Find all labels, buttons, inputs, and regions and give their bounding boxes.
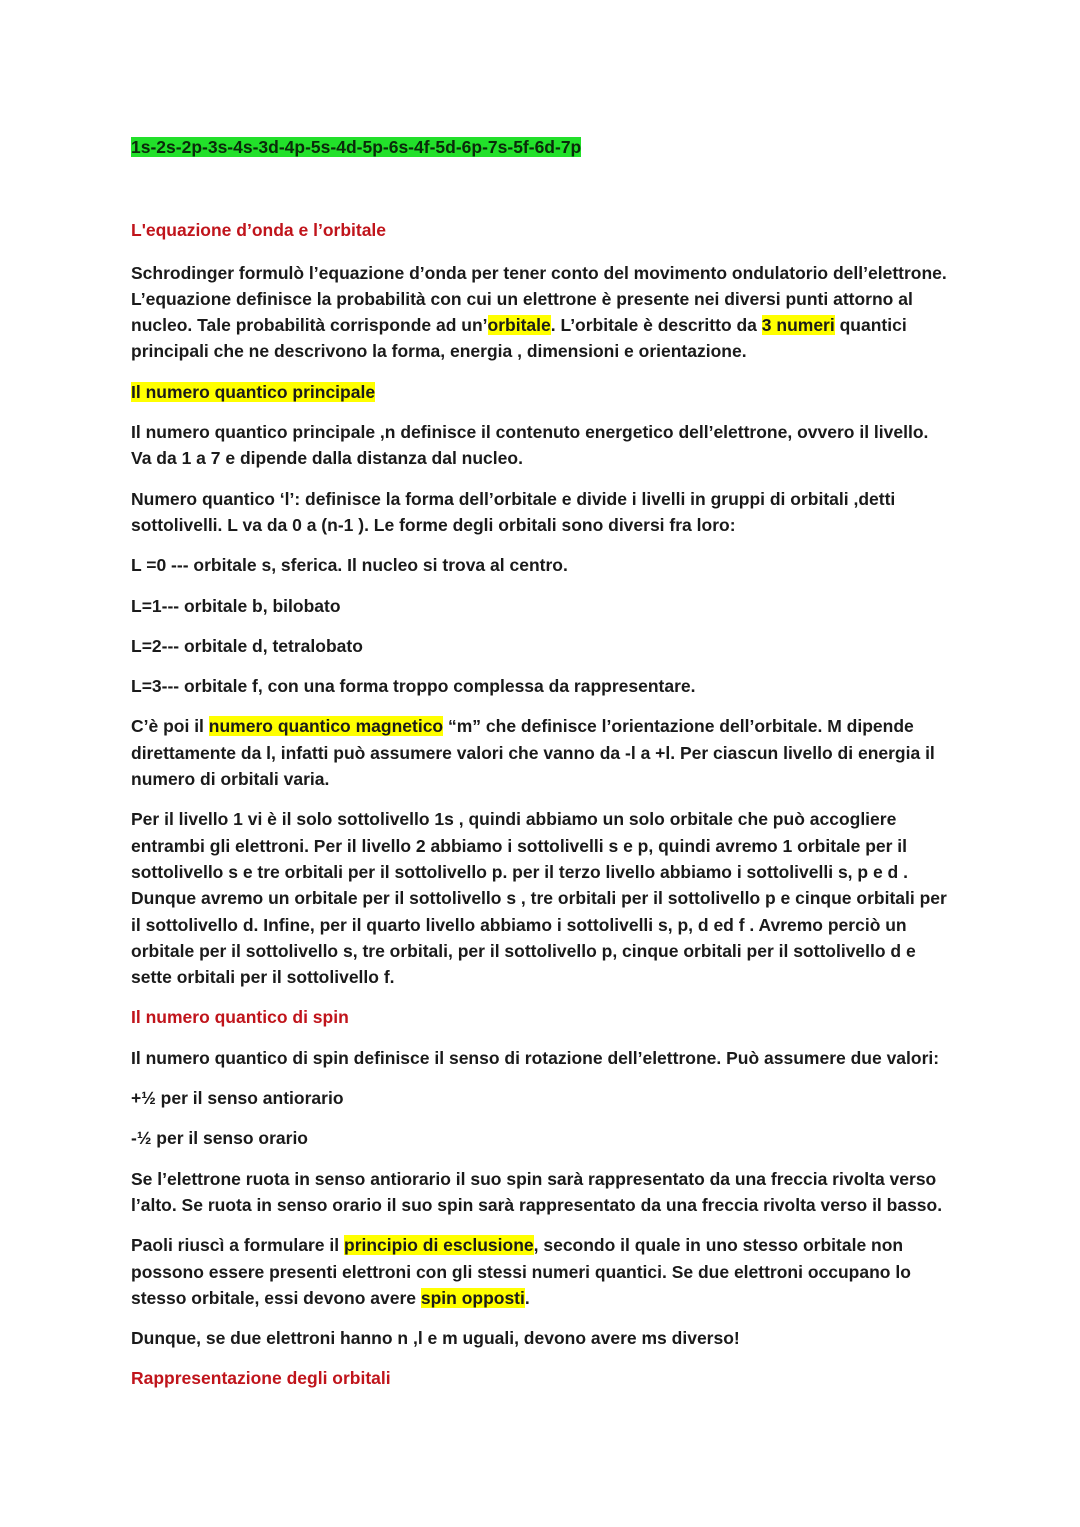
- highlight-exclusion-principle: principio di esclusione: [344, 1235, 534, 1256]
- paragraph-spin: Il numero quantico di spin definisce il senso di rotazione dell’elettrone. Può assumere due valori:: [131, 1047, 940, 1068]
- l3-item: L=3--- orbitale f, con una forma troppo complessa da rappresentare.: [131, 676, 696, 697]
- sequence-highlight: 1s-2s-2p-3s-4s-3d-4p-5s-4d-5p-6s-4f-5d-6p-7s-5f-6d-7p: [131, 137, 582, 157]
- paragraph-wave-equation: Schrodinger formulò l’equazione d’onda per tener conto del movimento ondulatorio dell’elettrone. L’equazione definisce la probabilità con cui un elettrone è presente nei diversi punti attorno al nucleo. Tale probabilità corrisponde ad un’orbitale. L’orbitale è descritto da 3 numeri quantici principali che ne descrivono la forma, energia , dimensioni e orientazione.: [131, 262, 947, 362]
- highlight-magnetic: numero quantico magnetico: [208, 716, 444, 737]
- orbital-sequence: [131, 134, 952, 160]
- spin-plus-item: +½ per il senso antiorario: [131, 1088, 344, 1109]
- paragraph-arrow: Se l’elettrone ruota in senso antiorario il suo spin sarà rappresentato da una freccia rivolta verso l’alto. Se ruota in senso orario il suo spin sarà rappresentato da una freccia rivolta verso il basso.: [131, 1168, 943, 1215]
- l1-item: L=1--- orbitale b, bilobato: [131, 595, 341, 616]
- spin-minus-item: -½ per il senso orario: [131, 1128, 308, 1149]
- l0-item: L =0 --- orbitale s, sferica. Il nucleo si trova al centro.: [131, 555, 568, 576]
- highlight-orbitale: orbitale: [487, 315, 551, 336]
- paragraph-l-number: Numero quantico ‘l’: definisce la forma dell’orbitale e divide i livelli in gruppi di orbitali ,detti sottolivelli. L va da 0 a (n-1 ). Le forme degli orbitali sono diversi fra loro:: [131, 488, 896, 535]
- paragraph-magnetic-number: C’è poi il numero quantico magnetico “m” che definisce l’orientazione dell’orbitale. M dipende direttamente da l, infatti può assumere valori che vanno da -l a +l. Per ciascun livello di energia il numero di orbitali varia.: [131, 716, 935, 790]
- highlight-opposite-spin: spin opposti: [420, 1287, 525, 1308]
- heading-spin-number: Il numero quantico di spin: [131, 1007, 349, 1028]
- paragraph-levels: Per il livello 1 vi è il solo sottolivello 1s , quindi abbiamo un solo orbitale che può accogliere entrambi gli elettroni. Per il livello 2 abbiamo i sottolivelli s e p, quindi avremo 1 orbitale per il sottolivello s e tre orbitali per il sottolivello p. per il terzo livello abbiamo i sottolivelli s, p e d . Dunque avremo un orbitale per il sottolivello s , tre orbitali per il sottolivello p e cinque orbitali per il sottolivello d. Infine, per il quarto livello abbiamo i sottolivelli s, p, d ed f . Avremo perciò un orbitale per il sottolivello s, tre orbitali, per il sottolivello p, cinque orbitali per il sottolivello d e sette orbitali per il sottolivello f.: [131, 809, 947, 988]
- heading-principal-number: Il numero quantico principale: [131, 381, 376, 402]
- heading-orbital-representation: Rappresentazione degli orbitali: [131, 1368, 391, 1389]
- paragraph-pauli: Paoli riuscì a formulare il principio di esclusione, secondo il quale in uno stesso orbitale non possono essere presenti elettroni con gli stessi numeri quantici. Se due elettroni occupano lo stesso orbitale, essi devono avere spin opposti.: [131, 1235, 911, 1308]
- l2-item: L=2--- orbitale d, tetralobato: [131, 635, 363, 656]
- highlight-3-numeri: 3 numeri: [761, 315, 835, 336]
- paragraph-principal-number: Il numero quantico principale ,n definisce il contenuto energetico dell’elettrone, ovvero il livello. Va da 1 a 7 e dipende dalla distanza dal nucleo.: [131, 422, 929, 469]
- paragraph-conclusion: Dunque, se due elettroni hanno n ,l e m uguali, devono avere ms diverso!: [131, 1328, 740, 1349]
- heading-wave-equation: L'equazione d’onda e l’orbitale: [131, 220, 387, 241]
